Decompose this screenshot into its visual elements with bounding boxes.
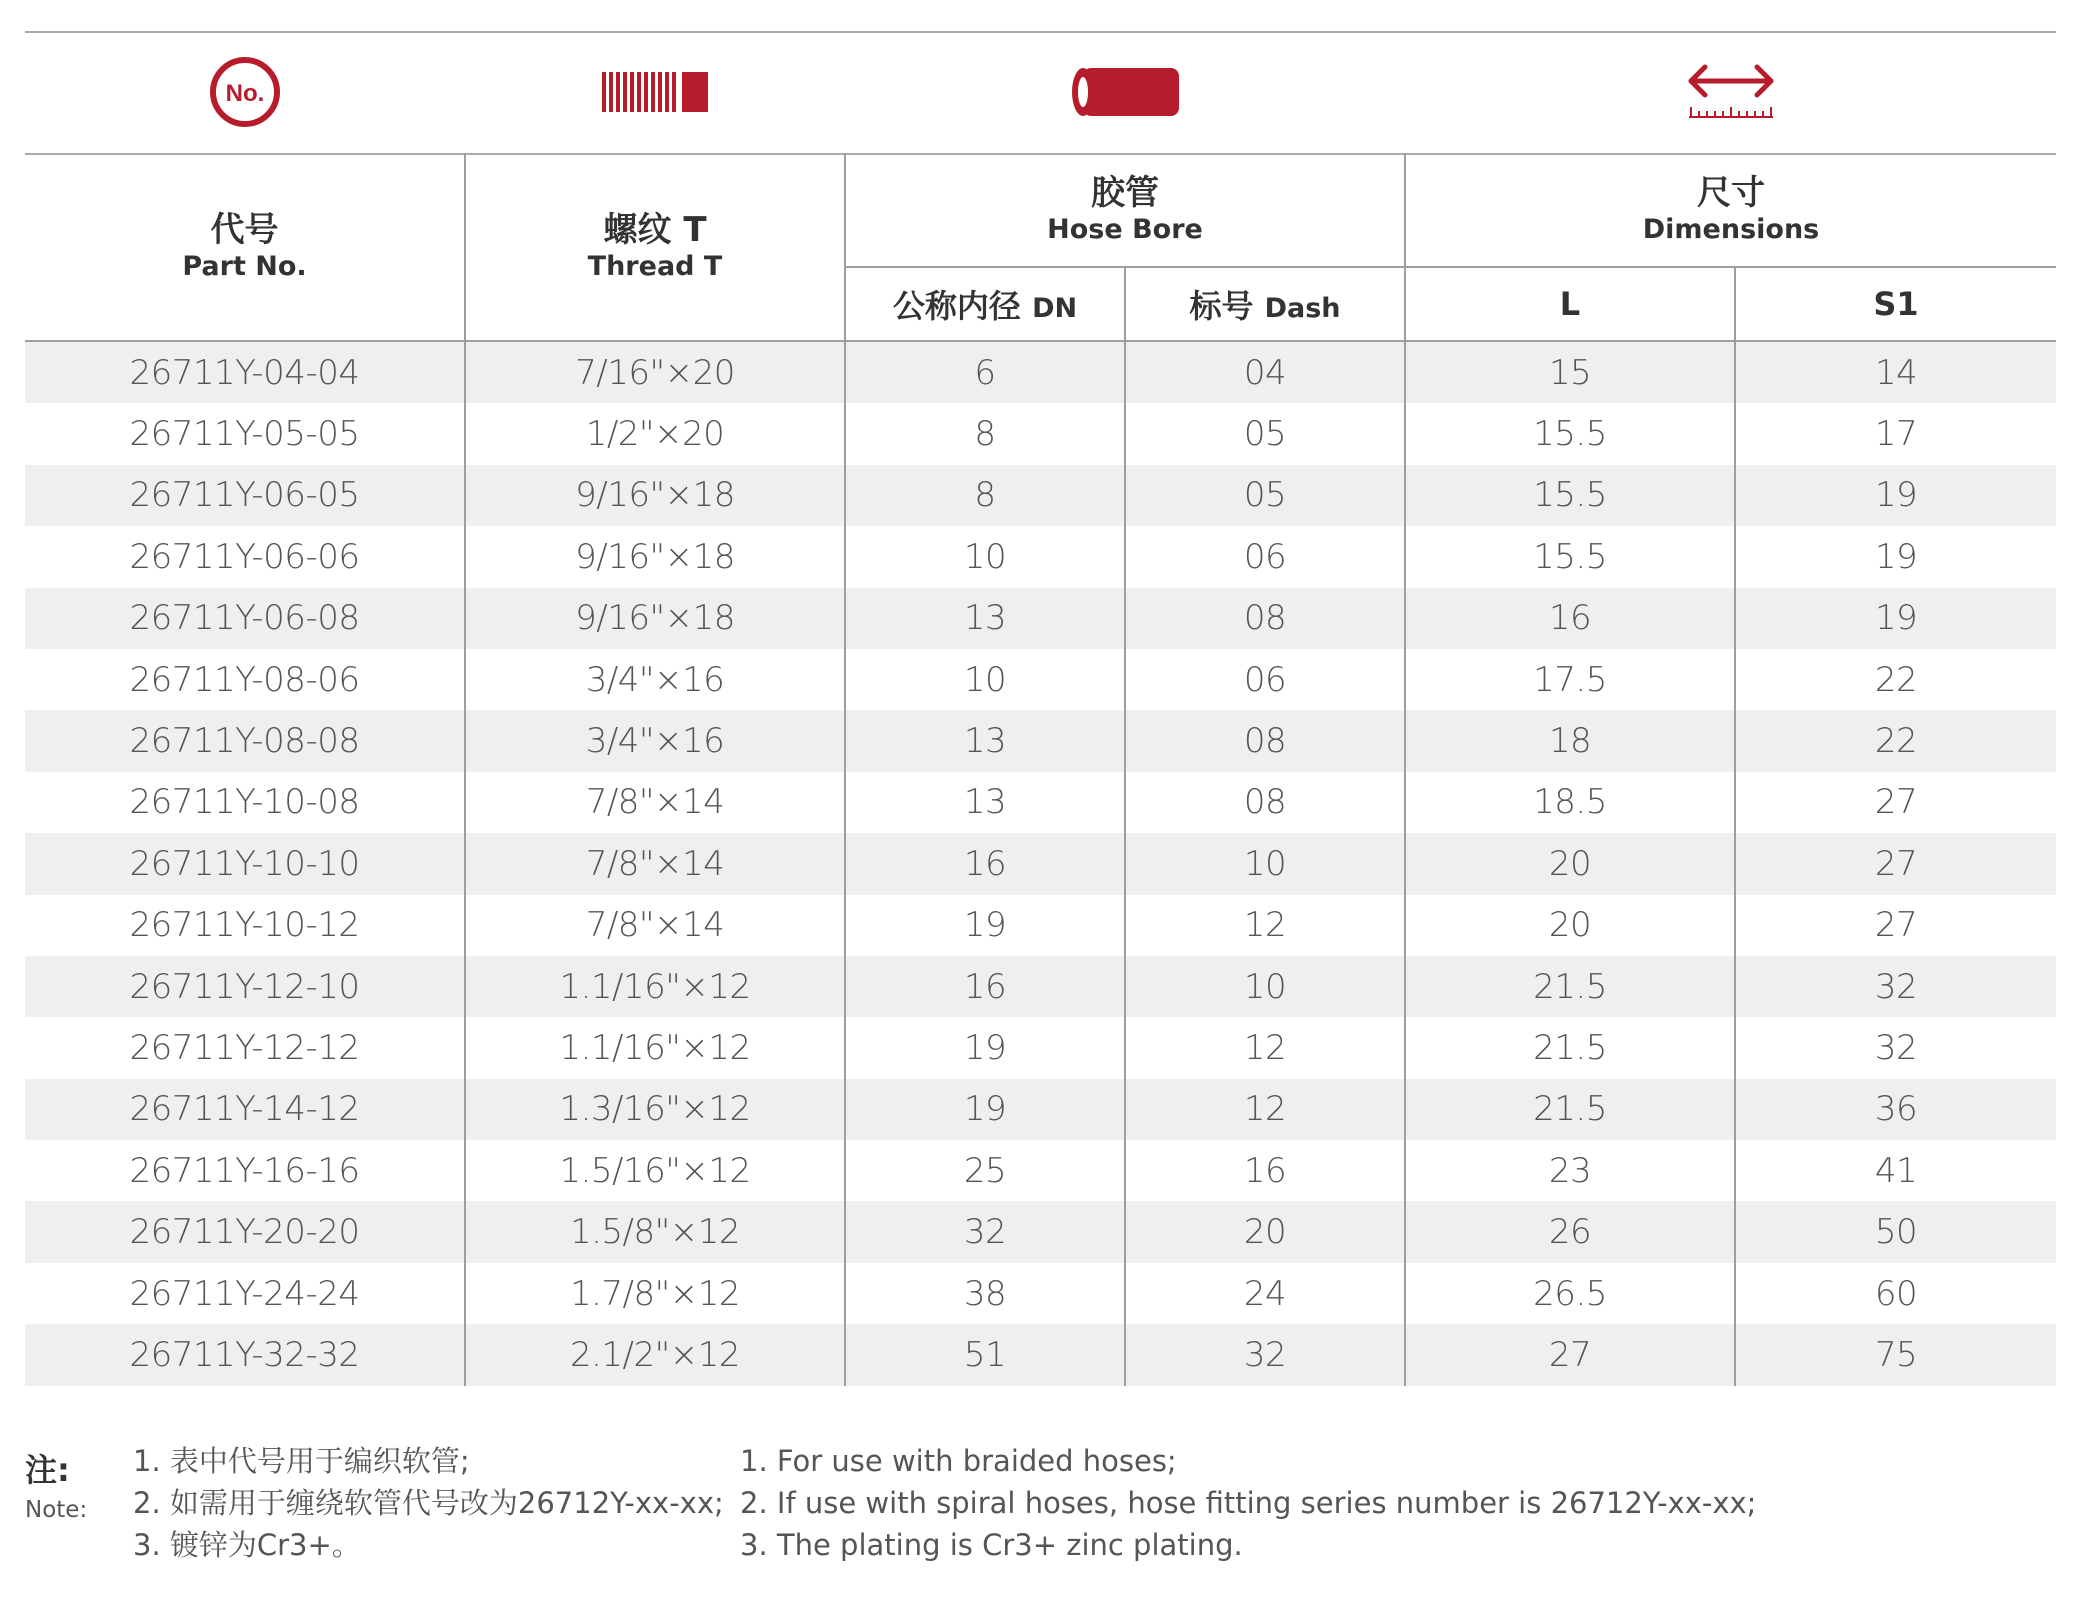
cell-part-no: 26711Y-10-10	[25, 833, 465, 894]
cell-dash: 08	[1125, 710, 1405, 771]
cell-dash: 16	[1125, 1140, 1405, 1201]
table-row	[25, 772, 2056, 833]
cell-dash: 10	[1125, 956, 1405, 1017]
cell-dash: 32	[1125, 1324, 1405, 1385]
cell-dn: 19	[845, 895, 1125, 956]
cell-s1: 22	[1735, 710, 2056, 771]
cell-dash: 06	[1125, 526, 1405, 587]
cell-s1: 32	[1874, 1027, 1918, 1068]
cell-s1: 14	[1735, 341, 2056, 403]
cell-l: 18	[1405, 710, 1735, 771]
cell-dn: 13	[845, 710, 1125, 771]
cell-l: 20	[1405, 895, 1735, 956]
note-label-zh: 注:	[25, 1451, 70, 1489]
cell-dn: 16	[845, 833, 1125, 894]
cell-s1: 50	[1735, 1201, 2056, 1262]
cell-dn: 10	[845, 526, 1125, 587]
cell-part-no: 26711Y-32-32	[25, 1324, 465, 1385]
cell-part-no: 26711Y-06-06	[25, 526, 465, 587]
cell-dn: 19	[845, 1017, 1125, 1078]
header-dim-en: Dimensions	[1642, 213, 1820, 245]
header-dim-zh: 尺寸	[1697, 172, 1765, 213]
cell-thread: 1.7/8"×12	[465, 1263, 845, 1324]
note-en-1: 1. For use with braided hoses;	[740, 1444, 1177, 1478]
cell-thread: 9/16"×18	[465, 526, 845, 587]
header-dash-zh: 标号	[1189, 287, 1254, 325]
notes	[25, 1440, 2056, 1570]
cell-dn: 6	[845, 341, 1125, 403]
cell-dash: 12	[1125, 1017, 1405, 1078]
cell-dash: 05	[1125, 465, 1405, 526]
cell-thread: 1.1/16"×12	[465, 1017, 845, 1078]
cell-s1: 27	[1735, 833, 2056, 894]
cell-s1: 60	[1874, 1273, 1918, 1314]
cell-part-no: 26711Y-04-04	[25, 341, 465, 403]
cell-l: 15.5	[1405, 465, 1735, 526]
header-thread-zh: 螺纹 T	[603, 209, 707, 250]
cell-s1: 22	[1874, 659, 1918, 700]
note-en-3: 3. The plating is Cr3+ zinc plating.	[740, 1528, 1243, 1562]
cell-dn: 51	[845, 1324, 1125, 1385]
note-zh-1: 1. 表中代号用于编织软管;	[133, 1444, 470, 1478]
cell-dn: 32	[845, 1201, 1125, 1262]
cell-s1: 19	[1735, 588, 2056, 649]
cell-l: 15	[1405, 341, 1735, 403]
cell-part-no: 26711Y-08-06	[25, 649, 465, 710]
cell-part-no: 26711Y-08-08	[25, 710, 465, 771]
cell-part-no: 26711Y-12-10	[25, 956, 465, 1017]
header-l: L	[1405, 267, 1735, 341]
table-row	[25, 895, 2056, 956]
cell-s1: 27	[1874, 905, 1918, 946]
cell-dash: 24	[1125, 1263, 1405, 1324]
header-dash	[1125, 267, 1405, 341]
table-row	[25, 588, 2056, 649]
header-hose-bore	[845, 153, 1405, 267]
cell-dn: 19	[845, 1079, 1125, 1140]
cell-thread: 9/16"×18	[465, 588, 845, 649]
cell-l: 23	[1405, 1140, 1735, 1201]
header-thread-en: Thread T	[587, 250, 723, 282]
header-dimensions	[1405, 153, 2056, 267]
table-row	[25, 341, 2056, 403]
cell-dash: 20	[1125, 1201, 1405, 1262]
cell-s1: 75	[1735, 1324, 2056, 1385]
header-part-en: Part No.	[182, 250, 307, 282]
icon-cell-dimension	[1405, 33, 2056, 151]
cell-thread: 3/4"×16	[465, 710, 845, 771]
cell-l: 27	[1405, 1324, 1735, 1385]
note-en-2: 2. If use with spiral hoses, hose fitting series number is 26712Y-xx-xx;	[740, 1486, 1757, 1520]
cell-dn: 8	[845, 465, 1125, 526]
header-part-no	[25, 153, 465, 341]
header-dn	[845, 267, 1125, 341]
cell-dash: 06	[1125, 649, 1405, 710]
cell-thread: 1.5/8"×12	[465, 1201, 845, 1262]
table-row	[25, 710, 2056, 771]
cell-thread: 7/8"×14	[465, 833, 845, 894]
header-dn-zh: 公称内径	[892, 287, 1021, 325]
cell-dash: 08	[1125, 588, 1405, 649]
cell-part-no: 26711Y-16-16	[25, 1140, 465, 1201]
cell-s1: 36	[1735, 1079, 2056, 1140]
cell-thread: 1.3/16"×12	[465, 1079, 845, 1140]
cell-l: 18.5	[1405, 772, 1735, 833]
table-row	[25, 1201, 2056, 1262]
cell-l: 21.5	[1405, 1017, 1735, 1078]
table-row	[25, 403, 2056, 464]
cell-part-no: 26711Y-14-12	[25, 1079, 465, 1140]
dimension-ruler-icon	[1685, 61, 1777, 123]
table-row	[25, 1079, 2056, 1140]
thread-icon	[600, 68, 710, 116]
header-dn-en: DN	[1032, 293, 1078, 324]
notes-zh	[133, 1440, 724, 1566]
cell-part-no: 26711Y-05-05	[25, 403, 465, 464]
cell-l: 21.5	[1405, 956, 1735, 1017]
cell-thread: 2.1/2"×12	[465, 1324, 845, 1385]
cell-dash: 04	[1125, 341, 1405, 403]
icon-cell-hose	[845, 33, 1405, 151]
cell-l: 21.5	[1405, 1079, 1735, 1140]
table-row	[25, 1263, 2056, 1324]
spec-table	[25, 153, 2056, 1386]
cell-part-no: 26711Y-12-12	[25, 1017, 465, 1078]
table-row	[25, 833, 2056, 894]
cell-thread: 1/2"×20	[465, 403, 845, 464]
cell-dn: 10	[845, 649, 1125, 710]
cell-part-no: 26711Y-24-24	[25, 1263, 465, 1324]
cell-l: 17.5	[1405, 649, 1735, 710]
cell-s1: 19	[1874, 536, 1918, 577]
cell-part-no: 26711Y-10-08	[25, 772, 465, 833]
icon-cell-thread	[465, 33, 845, 151]
cell-s1: 32	[1735, 956, 2056, 1017]
cell-thread: 9/16"×18	[465, 465, 845, 526]
notes-en	[740, 1440, 1756, 1566]
table-row	[25, 465, 2056, 526]
cell-dn: 25	[845, 1140, 1125, 1201]
header-thread	[465, 153, 845, 341]
cell-l: 15.5	[1405, 526, 1735, 587]
cell-dash: 12	[1125, 1079, 1405, 1140]
cell-thread: 1.5/16"×12	[465, 1140, 845, 1201]
header-dash-en: Dash	[1264, 293, 1341, 324]
cell-thread: 7/8"×14	[465, 772, 845, 833]
table-header	[25, 153, 2056, 341]
cell-dash: 12	[1125, 895, 1405, 956]
cell-s1: 17	[1874, 414, 1918, 455]
cell-dash: 05	[1125, 403, 1405, 464]
cell-l: 26	[1405, 1201, 1735, 1262]
header-bore-en: Hose Bore	[1047, 213, 1203, 245]
cell-dn: 16	[845, 956, 1125, 1017]
cell-l: 26.5	[1405, 1263, 1735, 1324]
table-row	[25, 526, 2056, 587]
table-row	[25, 956, 2056, 1017]
cell-s1: 27	[1874, 782, 1918, 823]
cell-l: 20	[1405, 833, 1735, 894]
cell-dash: 10	[1125, 833, 1405, 894]
svg-text:No.: No.	[225, 80, 265, 107]
cell-dash: 08	[1125, 772, 1405, 833]
table-body	[25, 341, 2056, 1386]
header-bore-zh: 胶管	[1091, 172, 1159, 213]
table-row	[25, 649, 2056, 710]
cell-part-no: 26711Y-20-20	[25, 1201, 465, 1262]
note-label-en: Note:	[25, 1497, 88, 1523]
cell-dn: 13	[845, 588, 1125, 649]
cell-s1: 19	[1735, 465, 2056, 526]
cell-dn: 13	[845, 772, 1125, 833]
cell-dn: 8	[845, 403, 1125, 464]
cell-dn: 38	[845, 1263, 1125, 1324]
table-row	[25, 1140, 2056, 1201]
no-badge-icon	[209, 56, 281, 128]
note-zh-2: 2. 如需用于缠绕软管代号改为26712Y-xx-xx;	[133, 1486, 724, 1520]
cell-thread: 3/4"×16	[465, 649, 845, 710]
cell-l: 16	[1405, 588, 1735, 649]
cell-part-no: 26711Y-06-05	[25, 465, 465, 526]
table-row	[25, 1017, 2056, 1078]
table-row	[25, 1324, 2056, 1385]
cell-l: 15.5	[1405, 403, 1735, 464]
cell-thread: 7/8"×14	[465, 895, 845, 956]
cell-part-no: 26711Y-06-08	[25, 588, 465, 649]
icon-cell-part	[25, 33, 465, 151]
icon-row	[25, 33, 2056, 151]
cell-thread: 7/16"×20	[465, 341, 845, 403]
cell-part-no: 26711Y-10-12	[25, 895, 465, 956]
header-part-zh: 代号	[210, 209, 279, 250]
cell-s1: 41	[1874, 1150, 1918, 1191]
note-zh-3: 3. 镀锌为Cr3+。	[133, 1528, 361, 1562]
hose-icon	[1069, 66, 1181, 118]
cell-thread: 1.1/16"×12	[465, 956, 845, 1017]
header-s1: S1	[1735, 267, 2056, 341]
